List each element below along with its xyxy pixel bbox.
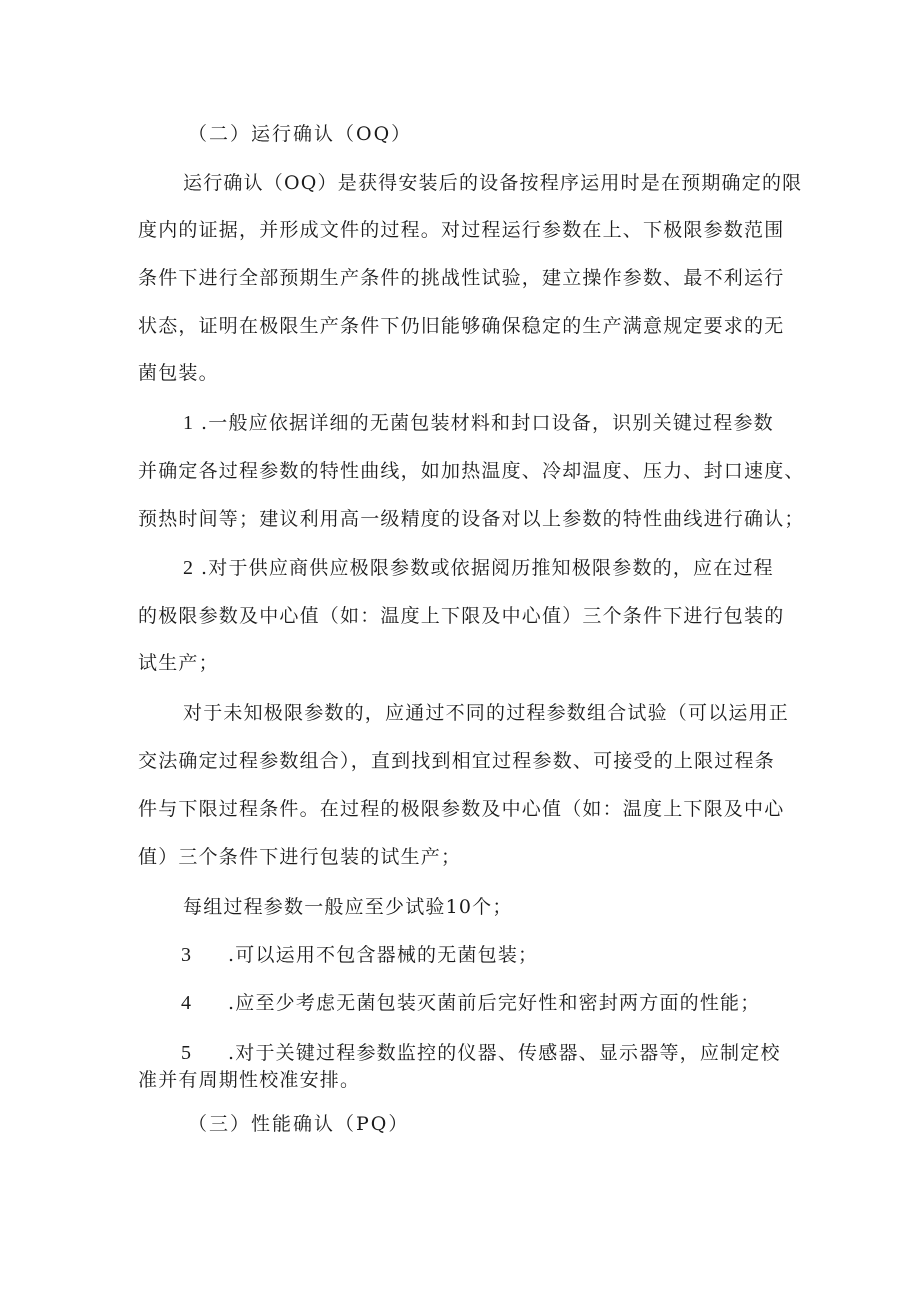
- section-heading-pq: （三）性能确认（PQ）: [188, 1113, 410, 1135]
- item-1-number: 1: [183, 412, 193, 434]
- oq-intro-line-3: 条件下进行全部预期生产条件的挑战性试验，建立操作参数、最不利运行: [138, 267, 785, 289]
- unknown-params-line-3: 件与下限过程条件。在过程的极限参数及中心值（如：温度上下限及中心: [138, 798, 785, 820]
- item-1-line-2: 并确定各过程参数的特性曲线，如加热温度、冷却温度、压力、封口速度、: [138, 460, 805, 482]
- item-3-number: 3: [181, 944, 191, 966]
- item-2-line-3: 试生产；: [138, 652, 219, 674]
- oq-intro-line-5: 菌包装。: [138, 362, 219, 384]
- item-4-text: .应至少考虑无菌包装灭菌前后完好性和密封两方面的性能；: [228, 992, 761, 1014]
- item-5-line-1: .对于关键过程参数监控的仪器、传感器、显示器等，应制定校: [228, 1042, 781, 1064]
- item-1-line-1: .一般应依据详细的无菌包装材料和封口设备，识别关键过程参数: [201, 412, 774, 434]
- item-5-number: 5: [181, 1042, 191, 1064]
- item-2-number: 2: [183, 557, 193, 579]
- item-2-line-1: .对于供应商供应极限参数或依据阅历推知极限参数的，应在过程: [201, 557, 774, 579]
- section-heading-oq: （二）运行确认（OQ）: [188, 123, 413, 145]
- unknown-params-line-2: 交法确定过程参数组合），直到找到相宜过程参数、可接受的上限过程条: [138, 750, 775, 772]
- item-4-number: 4: [181, 992, 191, 1014]
- item-3-text: .可以运用不包含器械的无菌包装；: [228, 944, 539, 966]
- oq-intro-line-2: 度内的证据，并形成文件的过程。对过程运行参数在上、下极限参数范围: [138, 219, 785, 241]
- item-1-line-3: 预热时间等；建议利用高一级精度的设备对以上参数的特性曲线进行确认；: [138, 508, 805, 530]
- unknown-params-line-4: 值）三个条件下进行包装的试生产；: [138, 846, 462, 868]
- oq-intro-line-1: 运行确认（OQ）是获得安装后的设备按程序运用时是在预期确定的限: [183, 172, 803, 194]
- oq-intro-line-4: 状态，证明在极限生产条件下仍旧能够确保稳定的生产满意规定要求的无: [138, 315, 785, 337]
- item-2-line-2: 的极限参数及中心值（如：温度上下限及中心值）三个条件下进行包装的: [138, 605, 785, 627]
- item-5-line-2: 准并有周期性校准安排。: [138, 1069, 361, 1091]
- each-group-paragraph: 每组过程参数一般应至少试验10个；: [183, 896, 513, 918]
- unknown-params-line-1: 对于未知极限参数的，应通过不同的过程参数组合试验（可以运用正: [183, 702, 790, 724]
